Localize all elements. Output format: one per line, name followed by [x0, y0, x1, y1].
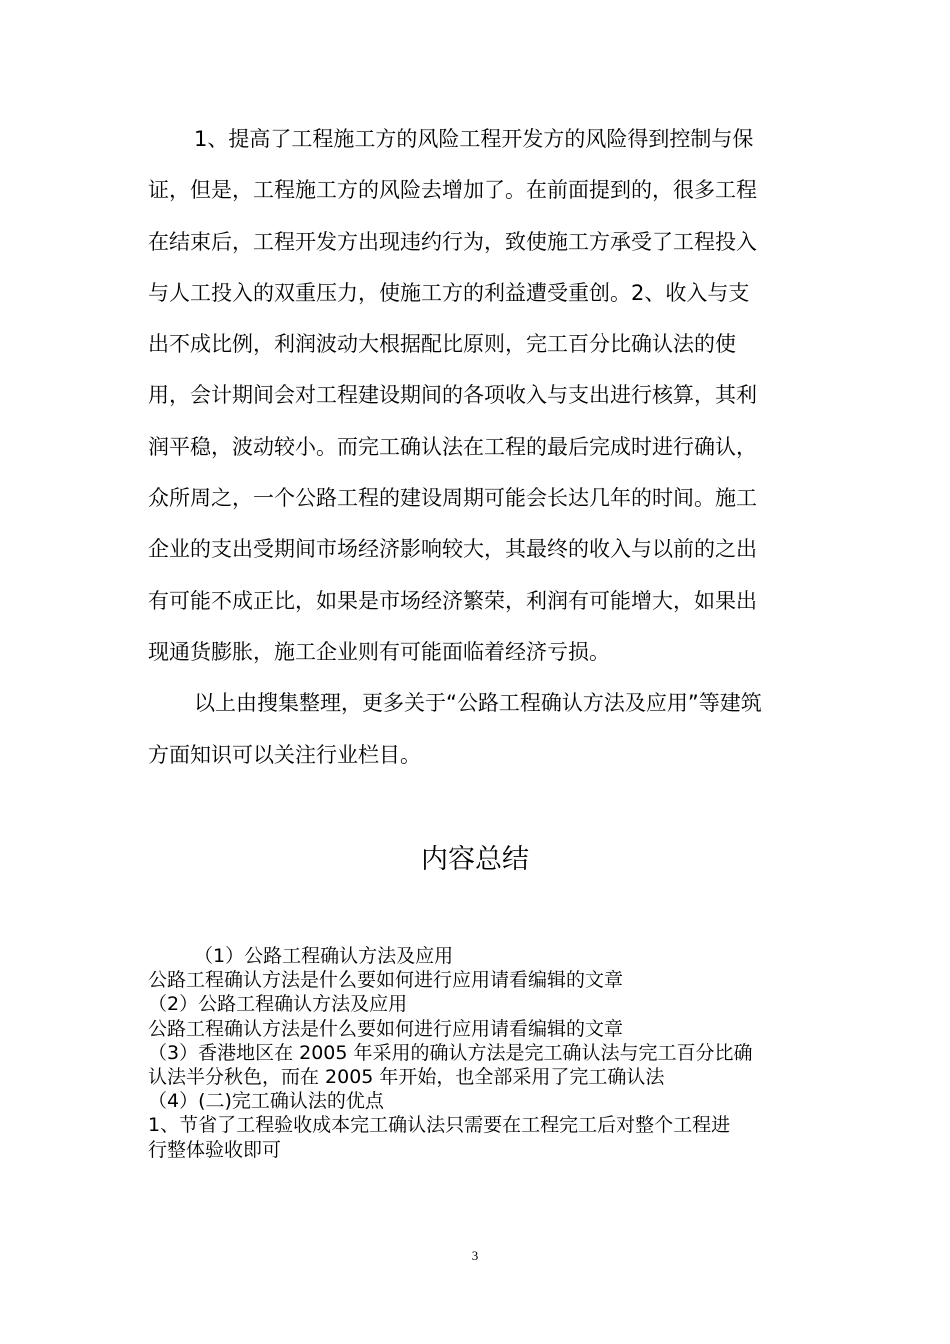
summary-line: （4）(二)完工确认法的优点	[148, 1090, 384, 1113]
summary-line: （2）公路工程确认方法及应用	[148, 993, 408, 1016]
paragraph-line: 以上由搜集整理，更多关于“公路工程确认方法及应用”等建筑	[194, 691, 762, 716]
summary-line: （3）香港地区在 2005 年采用的确认方法是完工确认法与完工百分比确	[148, 1041, 753, 1064]
paragraph-line: 在结束后，工程开发方出现违约行为，致使施工方承受了工程投入	[148, 229, 757, 254]
summary-line: （1）公路工程确认方法及应用	[194, 945, 454, 967]
summary-line: 行整体验收即可	[148, 1138, 282, 1161]
paragraph-line: 证，但是，工程施工方的风险去增加了。在前面提到的，很多工程	[148, 178, 757, 203]
paragraph-line: 企业的支出受期间市场经济影响较大，其最终的收入与以前的之出	[148, 537, 757, 562]
summary-line: 认法半分秋色，而在 2005 年开始，也全部采用了完工确认法	[148, 1065, 665, 1088]
paragraph-line: 众所周之，一个公路工程的建设周期可能会长达几年的时间。施工	[148, 486, 757, 511]
summary-line: 公路工程确认方法是什么要如何进行应用请看编辑的文章	[148, 969, 624, 992]
body-text	[148, 114, 808, 781]
paragraph-line: 有可能不成正比，如果是市场经济繁荣，利润有可能增大，如果出	[148, 588, 757, 613]
paragraph-line: 1、提高了工程施工方的风险工程开发方的风险得到控制与保	[194, 127, 754, 151]
summary-title: 内容总结	[421, 844, 529, 875]
summary-list	[148, 944, 828, 1162]
paragraph-line: 现通货膨胀，施工企业则有可能面临着经济亏损。	[148, 639, 610, 664]
paragraph-line: 润平稳，波动较小。而完工确认法在工程的最后完成时进行确认，	[148, 434, 757, 459]
paragraph-line: 出不成比例，利润波动大根据配比原则，完工百分比确认法的使	[148, 332, 736, 357]
summary-line: 1、节省了工程验收成本完工确认法只需要在工程完工后对整个工程进	[148, 1114, 731, 1137]
summary-line: 公路工程确认方法是什么要如何进行应用请看编辑的文章	[148, 1017, 624, 1040]
paragraph-line: 用，会计期间会对工程建设期间的各项收入与支出进行核算，其利	[148, 383, 757, 408]
paragraph-line: 与人工投入的双重压力，使施工方的利益遭受重创。2、收入与支	[148, 280, 750, 305]
page-number: 3	[471, 1248, 479, 1263]
paragraph-line: 方面知识可以关注行业栏目。	[148, 742, 421, 767]
